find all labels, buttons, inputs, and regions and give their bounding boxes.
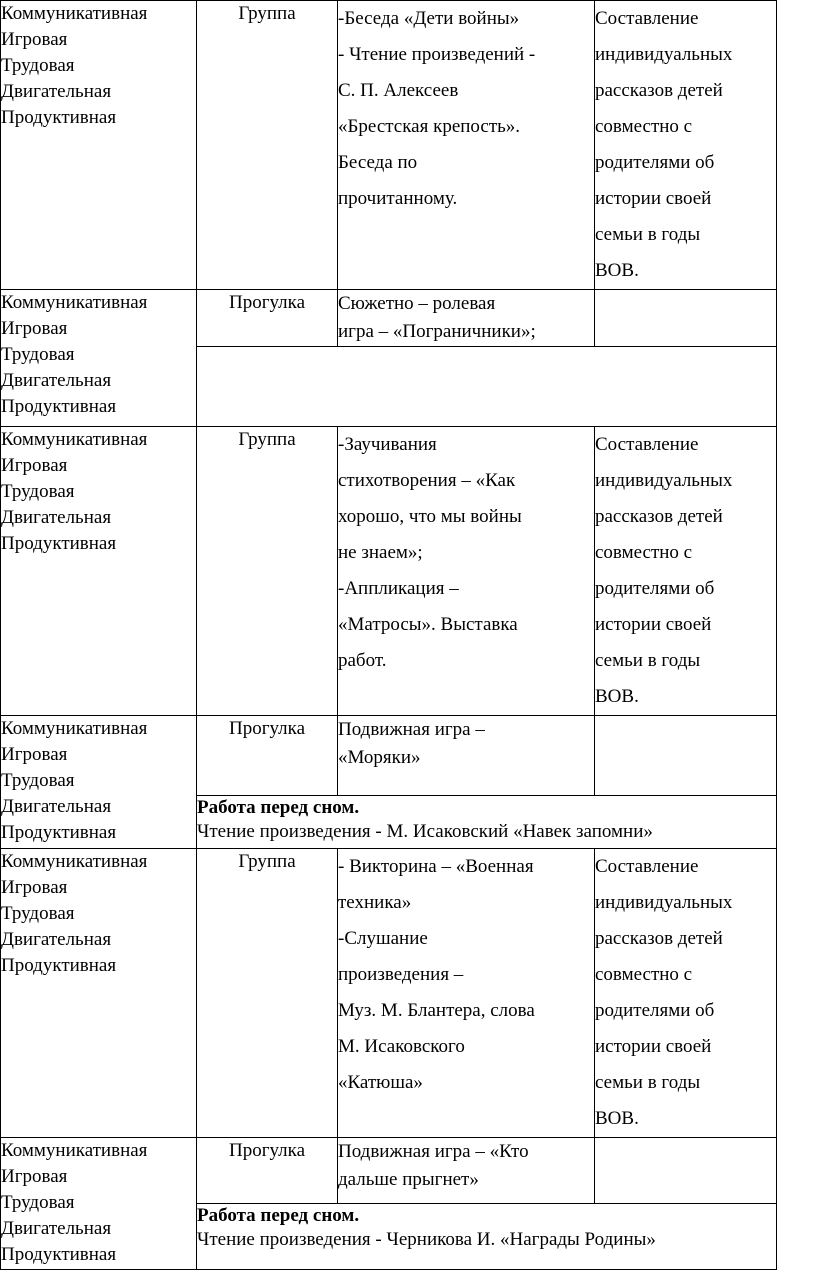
parents-line: Составление (595, 434, 699, 455)
empty-cell (197, 347, 777, 427)
activity-type: Продуктивная (1, 107, 117, 128)
parents-line: индивидуальных (595, 892, 733, 913)
before-sleep-text: Чтение произведения - М. Исаковский «Навек запомни» (197, 821, 653, 842)
activity-type: Продуктивная (1, 955, 117, 976)
parents-line: совместно с (595, 116, 693, 137)
activity-type: Двигательная (1, 1218, 112, 1239)
table-row (1, 1138, 777, 1204)
parents-line: рассказов детей (595, 506, 723, 527)
place-label: Прогулка (228, 292, 306, 313)
activity-type: Двигательная (1, 370, 112, 391)
before-sleep-cell (197, 1204, 777, 1270)
parents-line: истории своей (595, 188, 712, 209)
activity-type: Продуктивная (1, 533, 117, 554)
activity-types-cell (1, 290, 197, 427)
content-line: -Аппликация – (338, 578, 459, 599)
content-cell (338, 1138, 595, 1204)
content-cell (338, 1, 595, 290)
content-line: «Моряки» (338, 747, 421, 768)
activity-type: Игровая (1, 877, 68, 898)
parents-line: рассказов детей (595, 928, 723, 949)
activity-types-cell (1, 1138, 197, 1270)
place-cell (197, 1138, 338, 1204)
before-sleep-cell (197, 796, 777, 849)
parents-line: совместно с (595, 542, 693, 563)
content-line: произведения – (338, 964, 464, 985)
activity-type: Коммуникативная (1, 718, 148, 739)
activity-type: Продуктивная (1, 822, 117, 843)
content-line: - Чтение произведений - (338, 44, 536, 65)
place-label: Группа (238, 3, 296, 24)
parents-work-cell (595, 1, 777, 290)
parents-line: ВОВ. (595, 260, 639, 281)
content-line: прочитанному. (338, 188, 458, 209)
parents-line: родителями об (595, 578, 715, 599)
content-line: Муз. М. Блантера, слова (338, 1000, 535, 1021)
activity-type: Коммуникативная (1, 851, 148, 872)
place-cell (197, 716, 338, 796)
content-line: Сюжетно – ролевая (338, 293, 496, 314)
place-label: Прогулка (228, 1140, 306, 1161)
parents-work-cell (595, 1138, 777, 1204)
activity-type: Двигательная (1, 81, 112, 102)
activity-types-cell (1, 427, 197, 716)
content-cell (338, 290, 595, 347)
activity-type: Коммуникативная (1, 292, 148, 313)
parents-line: семьи в годы (595, 650, 701, 671)
activity-type: Трудовая (1, 770, 75, 791)
parents-line: индивидуальных (595, 470, 733, 491)
activity-type: Двигательная (1, 507, 112, 528)
content-cell (338, 427, 595, 716)
parents-line: истории своей (595, 614, 712, 635)
before-sleep-text: Чтение произведения - Черникова И. «Награды Родины» (197, 1229, 656, 1250)
activity-type: Игровая (1, 29, 68, 50)
content-line: -Беседа «Дети войны» (338, 8, 520, 29)
table-row (1, 716, 777, 796)
content-line: стихотворения – «Как (338, 470, 516, 491)
parents-line: индивидуальных (595, 44, 733, 65)
place-label: Группа (238, 851, 296, 872)
activity-type: Трудовая (1, 55, 75, 76)
content-line: М. Исаковского (338, 1036, 465, 1057)
parents-line: родителями об (595, 1000, 715, 1021)
parents-line: рассказов детей (595, 80, 723, 101)
activity-type: Трудовая (1, 903, 75, 924)
place-cell (197, 290, 338, 347)
activity-type: Трудовая (1, 344, 75, 365)
parents-line: ВОВ. (595, 686, 639, 707)
parents-line: Составление (595, 856, 699, 877)
parents-line: совместно с (595, 964, 693, 985)
place-cell (197, 427, 338, 716)
activity-types-cell (1, 849, 197, 1138)
content-line: техника» (338, 892, 412, 913)
content-line: Подвижная игра – «Кто (338, 1141, 529, 1162)
parents-line: семьи в годы (595, 1072, 701, 1093)
content-line: «Катюша» (338, 1072, 423, 1093)
before-sleep-title: Работа перед сном. (197, 1205, 360, 1226)
parents-line: родителями об (595, 152, 715, 173)
activity-type: Трудовая (1, 481, 75, 502)
content-line: работ. (338, 650, 387, 671)
place-cell (197, 1, 338, 290)
content-cell (338, 849, 595, 1138)
content-line: не знаем»; (338, 542, 423, 563)
before-sleep-title: Работа перед сном. (197, 797, 360, 818)
activity-type: Продуктивная (1, 396, 117, 417)
place-label: Группа (238, 429, 296, 450)
activity-type: Двигательная (1, 929, 112, 950)
table-row (1, 849, 777, 1138)
parents-work-cell (595, 290, 777, 347)
table-row (1, 427, 777, 716)
parents-line: ВОВ. (595, 1108, 639, 1129)
activity-type: Игровая (1, 744, 68, 765)
activity-types-cell (1, 1, 197, 290)
activity-type: Коммуникативная (1, 3, 148, 24)
content-line: «Брестская крепость». (338, 116, 521, 137)
activity-type: Игровая (1, 455, 68, 476)
parents-work-cell (595, 427, 777, 716)
activity-type: Игровая (1, 318, 68, 339)
parents-line: истории своей (595, 1036, 712, 1057)
activity-types-cell (1, 716, 197, 849)
content-cell (338, 716, 595, 796)
place-label: Прогулка (228, 718, 306, 739)
parents-work-cell (595, 716, 777, 796)
content-line: Беседа по (338, 152, 418, 173)
parents-work-cell (595, 849, 777, 1138)
content-line: дальше прыгнет» (338, 1169, 479, 1190)
parents-line: Составление (595, 8, 699, 29)
activity-type: Игровая (1, 1166, 68, 1187)
content-line: - Викторина – «Военная (338, 856, 534, 877)
content-line: «Матросы». Выставка (338, 614, 518, 635)
activity-type: Двигательная (1, 796, 112, 817)
parents-line: семьи в годы (595, 224, 701, 245)
activity-type: Трудовая (1, 1192, 75, 1213)
table-row (1, 290, 777, 347)
table-row (1, 1, 777, 290)
content-line: игра – «Пограничники»; (338, 321, 536, 342)
content-line: -Заучивания (338, 434, 437, 455)
place-cell (197, 849, 338, 1138)
content-line: С. П. Алексеев (338, 80, 459, 101)
content-line: -Слушание (338, 928, 428, 949)
content-line: Подвижная игра – (338, 719, 485, 740)
activity-type: Коммуникативная (1, 1140, 148, 1161)
activity-type: Продуктивная (1, 1244, 117, 1265)
activity-type: Коммуникативная (1, 429, 148, 450)
content-line: хорошо, что мы войны (338, 506, 522, 527)
